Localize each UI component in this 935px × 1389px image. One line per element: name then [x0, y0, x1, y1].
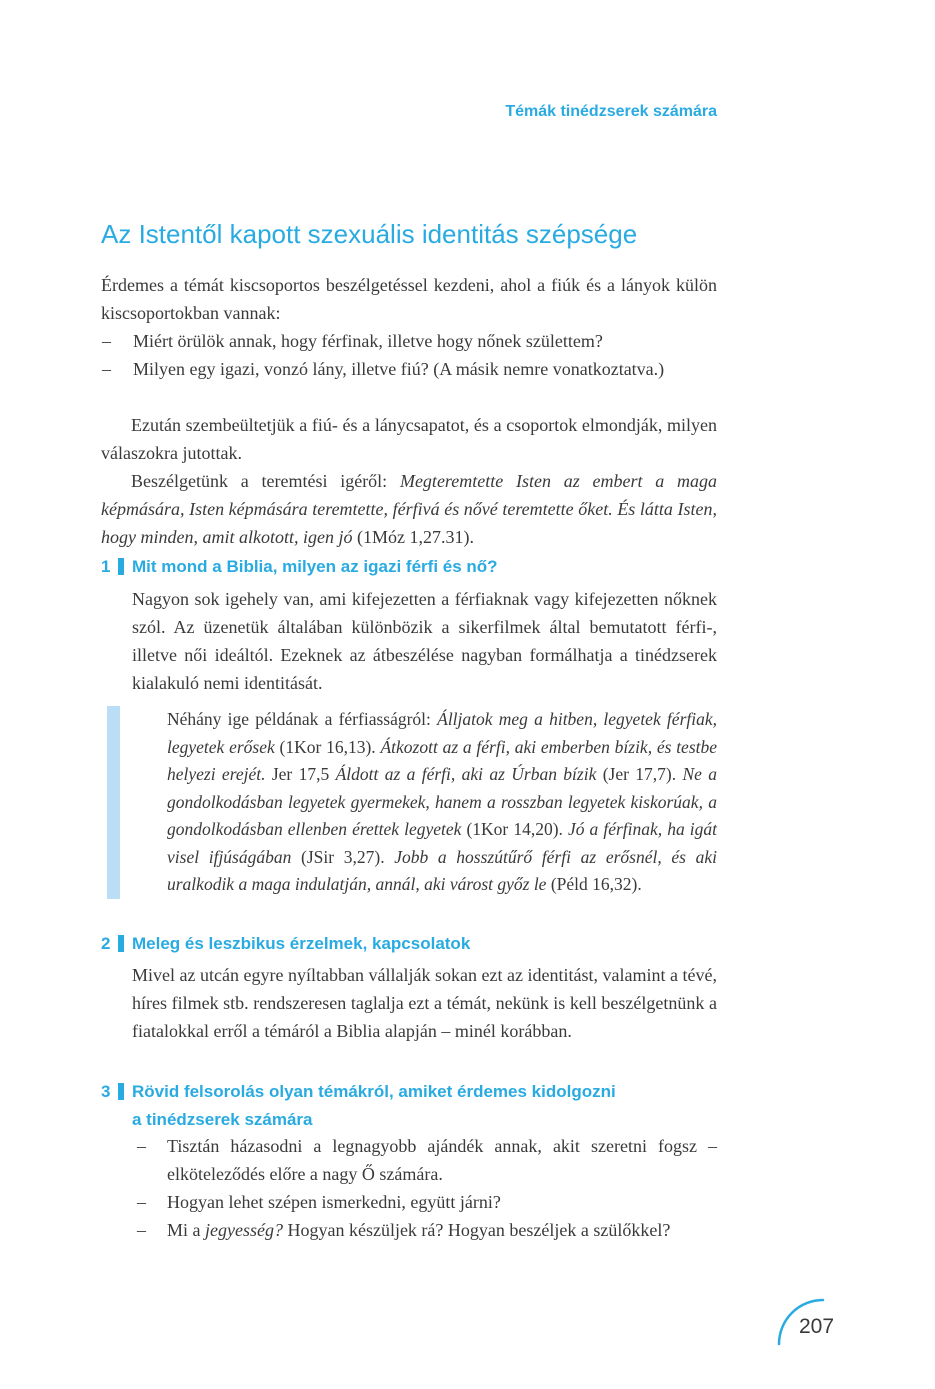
text-run: Mi a	[167, 1220, 205, 1240]
dash-bullet: –	[102, 359, 111, 379]
list-item-text: Miért örülök annak, hogy férfinak, illetve hogy nőnek születtem?	[133, 331, 603, 351]
heading-bar	[118, 558, 124, 575]
scripture-quote: Ne a gondolkodásban legyetek gyermekek, hanem a rosszban legyetek kiskorúak, a gondolkodásban ellenben érettek legyetek	[167, 764, 718, 839]
quote-accent-bar	[107, 706, 120, 899]
section-2-heading	[101, 930, 717, 958]
section-number: 1	[101, 557, 111, 576]
scripture-reference: (Jer 17,7).	[602, 764, 683, 784]
scripture-quote: Áldott az a férfi, aki az Úrban bízik	[335, 764, 603, 784]
heading-bar	[118, 1083, 124, 1100]
scripture-quote: Jó a férfinak, ha igát visel ifjúságában	[167, 819, 717, 867]
scripture-reference: (Péld 16,32).	[550, 874, 642, 894]
quote-text	[167, 706, 717, 899]
text-run: Néhány ige példának a férfiasságról:	[167, 709, 438, 729]
section-title-line-2: a tinédzserek számára	[132, 1110, 313, 1129]
section-1-heading	[101, 553, 717, 581]
scripture-reference: (1Kor 14,20).	[466, 819, 568, 839]
list-item	[101, 355, 717, 383]
section-3-heading	[101, 1078, 717, 1134]
paragraph-groups: Ezután szembeültetjük a fiú- és a lánycsapatot, és a csoportok elmondják, milyen válaszokra jutottak.	[101, 415, 717, 463]
section-3-bullet-list	[137, 1132, 717, 1244]
section-2-body: Mivel az utcán egyre nyíltabban vállalják sokan ezt az identitást, valamint a tévé, híres filmek stb. rendszeresen taglalja ezt a témát, nekünk is kell beszélgetnünk a fiatalokkal erről a témáról a Biblia alapján – minél korábban.	[132, 965, 717, 1041]
section-1-body: Nagyon sok igehely van, ami kifejezetten a férfiaknak vagy kifejezetten nőknek szól. Az üzenetük általában különbözik a sikerfilmek által bemutatott férfi-, illetve női ideáltól. Ezeknek az átbeszélése nagyban formálhatja a tinédzserek kialakuló nemi identitását.	[132, 589, 717, 693]
list-item	[137, 1216, 717, 1244]
section-number: 3	[101, 1082, 111, 1101]
dash-bullet: –	[102, 331, 111, 351]
page-number: 207	[799, 1315, 835, 1338]
page-title: Az Istentől kapott szexuális identitás szépsége	[101, 219, 638, 249]
scripture-quote-block	[107, 706, 717, 899]
scripture-quote: Jobb a hosszútűrő férfi az erősnél, és aki uralkodik a maga indulatján, annál, aki várost győz le	[167, 846, 718, 894]
list-item	[101, 327, 717, 355]
scripture-reference: Jer 17,5	[271, 764, 336, 784]
scripture-reference: (1Kor 16,13).	[279, 736, 381, 757]
list-item	[137, 1132, 717, 1188]
section-title: Mit mond a Biblia, milyen az igazi férfi és nő?	[132, 557, 498, 576]
dash-bullet: –	[137, 1136, 146, 1156]
text-run: Beszélgetünk a teremtési igéről:	[131, 471, 400, 491]
scripture-reference: (1Móz 1,27.31).	[356, 527, 474, 547]
text-run: Hogyan készüljek rá? Hogyan beszéljek a szülőkkel?	[282, 1220, 671, 1240]
list-item	[137, 1188, 717, 1216]
running-header: Témák tinédzserek számára	[505, 103, 717, 120]
list-item-text: Tisztán házasodni a legnagyobb ajándék annak, akit szeretni fogsz – elköteleződés előre a nagy Ő számára.	[167, 1136, 717, 1184]
list-item-text: Hogyan lehet szépen ismerkedni, együtt járni?	[167, 1192, 501, 1212]
emphasized-term: jegyesség?	[205, 1220, 283, 1240]
dash-bullet: –	[137, 1192, 146, 1212]
intro-bullet-list	[101, 327, 717, 383]
scripture-quote: Álljatok meg a hitben, legyetek férfiak, legyetek erősek	[167, 709, 717, 757]
paragraph-creation-verse	[101, 467, 717, 551]
heading-bar	[118, 935, 124, 952]
section-number: 2	[101, 934, 111, 953]
scripture-reference: (JSir 3,27).	[301, 846, 395, 867]
section-title-line-1: Rövid felsorolás olyan témákról, amiket érdemes kidolgozni	[132, 1082, 616, 1101]
list-item-text: Milyen egy igazi, vonzó lány, illetve fiú? (A másik nemre vonatkoztatva.)	[133, 359, 665, 379]
scripture-quote: Átkozott az a férfi, aki emberben bízik, és testbe helyezi erejét.	[167, 736, 718, 784]
scripture-quote: Megteremtette Isten az embert a maga képmására, Isten képmására teremtette, férfivá és nővé teremtette őket. És látta Isten, hogy minden, amit alkotott, igen jó	[101, 471, 717, 547]
intro-paragraph: Érdemes a témát kiscsoportos beszélgetéssel kezdeni, ahol a fiúk és a lányok külön kiscsoportokban vannak:	[101, 275, 717, 323]
section-title: Meleg és leszbikus érzelmek, kapcsolatok	[132, 934, 471, 953]
section-title	[132, 1078, 616, 1134]
dash-bullet: –	[137, 1220, 146, 1240]
list-item-text	[167, 1220, 670, 1240]
